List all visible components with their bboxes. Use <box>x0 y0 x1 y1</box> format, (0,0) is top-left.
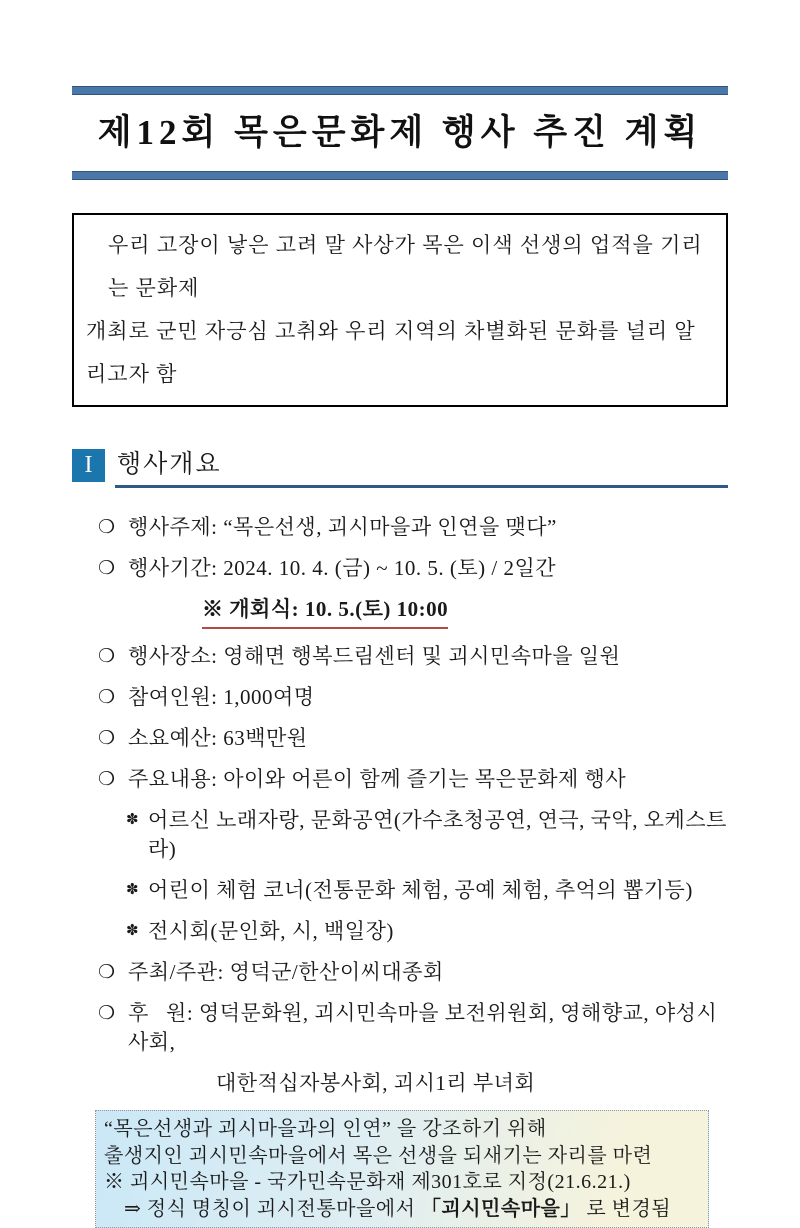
list-item-venue <box>98 642 728 671</box>
list-item-budget <box>98 724 728 753</box>
note-line-4-prefix: ⇒ 정식 명칭이 괴시전통마을에서 <box>124 1197 421 1220</box>
asterisk-bullet-icon: ✽ <box>126 812 140 828</box>
title-top-rule <box>72 86 728 95</box>
document-title: 제12회 목은문화제 행사 추진 계획 <box>97 113 703 152</box>
circle-bullet-icon: ❍ <box>98 646 116 667</box>
event-theme-text: 행사주제: “목은선생, 괴시마을과 인연을 맺다” <box>128 515 557 539</box>
document-page <box>0 86 800 1218</box>
list-subitem-senior <box>126 806 728 864</box>
senior-program-text: 어르신 노래자랑, 문화공연(가수초청공연, 연극, 국악, 오케스트라) <box>148 808 727 861</box>
attendance-text: 참여인원: 1,000여명 <box>128 685 315 709</box>
note-line-4 <box>104 1196 700 1223</box>
overview-list <box>98 513 728 1098</box>
list-item-theme <box>98 513 728 542</box>
event-venue-text: 행사장소: 영해면 행복드림센터 및 괴시민속마을 일원 <box>128 644 621 668</box>
purpose-line-2: 개최로 군민 자긍심 고취와 우리 지역의 차별화된 문화를 널리 알리고자 함 <box>86 319 696 386</box>
section-header <box>72 449 728 488</box>
children-program-text: 어린이 체험 코너(전통문화 체험, 공예 체험, 추억의 뽑기등) <box>148 878 693 902</box>
sponsor-continuation-text: 대한적십자봉사회, 괴시1리 부녀회 <box>216 1071 536 1095</box>
host-text: 주최/주관: 영덕군/한산이씨대종회 <box>128 960 444 984</box>
circle-bullet-icon: ❍ <box>98 962 116 983</box>
note-line-4-bold: 「괴시민속마을」 <box>420 1197 581 1220</box>
purpose-box <box>72 213 728 407</box>
main-contents-text: 주요내용: 아이와 어른이 함께 즐기는 목은문화제 행사 <box>128 767 627 791</box>
section-badge: I <box>72 449 105 482</box>
circle-bullet-icon: ❍ <box>98 517 116 538</box>
circle-bullet-icon: ❍ <box>98 558 116 579</box>
exhibition-text: 전시회(문인화, 시, 백일장) <box>148 919 394 943</box>
list-item-sponsor <box>98 999 728 1057</box>
note-line-1: “목은선생과 괴시마을과의 인연” 을 강조하기 위해 <box>104 1118 547 1140</box>
budget-text: 소요예산: 63백만원 <box>128 726 308 750</box>
list-subitem-exhibition <box>126 917 728 946</box>
list-item-attendance <box>98 683 728 712</box>
note-line-4-suffix: 로 변경됨 <box>580 1197 672 1220</box>
sponsor-text: 후 원: 영덕문화원, 괴시민속마을 보전위원회, 영해향교, 야성시사회, <box>128 1001 718 1054</box>
asterisk-bullet-icon: ✽ <box>126 882 140 898</box>
circle-bullet-icon: ❍ <box>98 728 116 749</box>
list-subitem-children <box>126 876 728 905</box>
circle-bullet-icon: ❍ <box>98 1003 116 1024</box>
note-box <box>95 1110 709 1228</box>
circle-bullet-icon: ❍ <box>98 687 116 708</box>
purpose-line-1: 우리 고장이 낳은 고려 말 사상가 목은 이색 선생의 업적을 기리는 문화제 <box>108 233 703 300</box>
section-rule <box>115 449 728 488</box>
list-item-period <box>98 554 728 583</box>
list-item-host <box>98 958 728 987</box>
title-bottom-rule <box>72 171 728 180</box>
note-line-3: ※ 괴시민속마을 - 국가민속문화재 제301호로 지정(21.6.21.) <box>104 1171 631 1193</box>
event-period-text: 행사기간: 2024. 10. 4. (금) ~ 10. 5. (토) / 2일간 <box>128 556 557 580</box>
circle-bullet-icon: ❍ <box>98 769 116 790</box>
note-line-2: 출생지인 괴시민속마을에서 목은 선생을 되새기는 자리를 마련 <box>104 1144 653 1167</box>
section-title: 행사개요 <box>117 451 222 478</box>
opening-ceremony-note <box>202 595 728 629</box>
list-item-main-contents <box>98 765 728 794</box>
sponsor-continuation-line <box>216 1069 728 1098</box>
asterisk-bullet-icon: ✽ <box>126 923 140 939</box>
opening-ceremony-text: ※ 개회식: 10. 5.(토) 10:00 <box>202 595 448 629</box>
